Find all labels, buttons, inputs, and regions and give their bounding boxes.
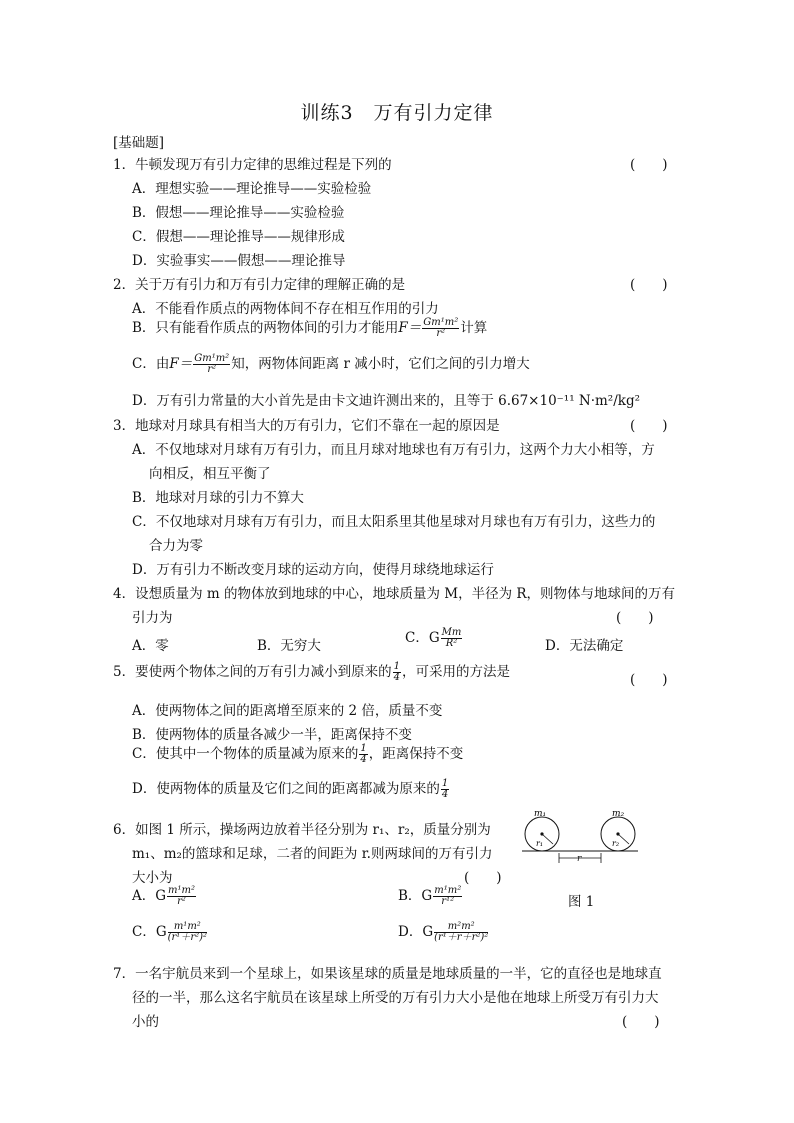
q2-c-suffix: 知，两物体间距离 r 减小时，它们之间的引力增大 <box>231 356 530 372</box>
q2-option-b <box>132 316 487 340</box>
q5-c-text: C．使其中一个物体的质量减为原来的 <box>132 746 359 762</box>
q6-c-fraction <box>168 922 207 944</box>
q2-c-fraction <box>193 354 230 376</box>
q3-option-a: A．不仅地球对月球有万有引力，而且月球对地球也有万有引力，这两个力大小相等，方 <box>132 442 655 458</box>
q5-d-text: D．使两物体的质量及它们之间的距离都减为原来的 <box>132 781 440 797</box>
q5-fraction <box>393 662 401 684</box>
two-balls-diagram <box>520 808 640 868</box>
fraction-numerator: Gm¹m² <box>194 352 230 364</box>
q6-option-d <box>398 920 489 944</box>
q2-option-d: D．万有引力常量的大小首先是由卡文迪许测出来的，且等于 6.67×10⁻¹¹ N·m²/kg² <box>132 393 641 409</box>
q3-option-c: C．不仅地球对月球有万有引力，而且太阳系里其他星球对月球也有万有引力，这些力的 <box>132 514 656 530</box>
q5-c-fraction <box>359 744 367 766</box>
q3-option-b: B．地球对月球的引力不算大 <box>132 490 304 506</box>
q5-d-fraction <box>441 779 449 801</box>
question-7-line3: 小的 <box>132 1014 159 1030</box>
label-m1: m₁ <box>534 809 547 819</box>
q5-text-suffix: ，可采用的方法是 <box>401 664 510 680</box>
fraction-denominator: r² <box>177 896 186 907</box>
answer-blank-6: ( ) <box>464 870 502 886</box>
q4-c-fraction <box>441 628 463 650</box>
fraction-denominator: R² <box>445 638 458 649</box>
q2-b-suffix: 计算 <box>460 320 488 336</box>
q6-a-fraction <box>167 886 196 908</box>
answer-blank-1: ( ) <box>630 157 668 173</box>
question-3: 3．地球对月球具有相当大的万有引力，它们不靠在一起的原因是 <box>113 418 500 434</box>
q6-option-b <box>398 884 463 908</box>
q3-option-a-cont: 向相反，相互平衡了 <box>149 466 271 482</box>
label-r: r <box>577 854 582 864</box>
question-6-line3: 大小为 <box>132 870 173 886</box>
q6-a-label: A．G <box>132 888 167 904</box>
figure-caption: 图 1 <box>568 894 595 910</box>
q3-option-d: D．万有引力不断改变月球的运动方向，使得月球绕地球运行 <box>132 562 494 578</box>
answer-blank-5: ( ) <box>630 672 668 688</box>
fraction-denominator: r¹² <box>441 896 455 907</box>
q5-option-a: A．使两物体之间的距离增至原来的 2 倍，质量不变 <box>132 703 443 719</box>
fraction-numerator: m²m² <box>434 922 488 934</box>
question-1: 1．牛顿发现万有引力定律的思维过程是下列的 <box>113 157 392 173</box>
fraction-denominator: 4 <box>360 754 367 765</box>
question-5 <box>113 660 510 684</box>
page-title: 训练3 万有引力定律 <box>300 102 494 124</box>
q2-b-formula: F＝ <box>398 320 422 336</box>
q5-c-suffix: ，距离保持不变 <box>368 746 464 762</box>
section-label: [基础题] <box>113 135 165 151</box>
question-2: 2．关于万有引力和万有引力定律的理解正确的是 <box>113 277 406 293</box>
question-6: 6．如图 1 所示，操场两边放着半径分别为 r₁、r₂，质量分别为 <box>113 822 491 838</box>
fraction-numerator: 1 <box>360 742 367 754</box>
fraction-numerator: 1 <box>393 660 400 672</box>
question-7: 7．一名宇航员来到一个星球上，如果该星球的质量是地球质量的一半，它的直径也是地球直 <box>113 966 662 982</box>
q1-option-b: B．假想——理论推导——实验检验 <box>132 205 345 221</box>
q3-option-c-cont: 合力为零 <box>149 538 203 554</box>
q2-c-formula: F＝ <box>169 356 193 372</box>
q4-option-b: B．无穷大 <box>257 638 321 654</box>
figure-1 <box>520 808 640 872</box>
question-7-line2: 径的一半，那么这名宇航员在该星球上所受的万有引力大小是他在地球上所受万有引力大 <box>132 990 659 1006</box>
q6-d-label: D．G <box>398 924 434 940</box>
radius-2 <box>618 834 629 844</box>
q2-option-a: A．不能看作质点的两物体间不存在相互作用的引力 <box>132 301 439 317</box>
fraction-numerator: 1 <box>441 777 449 789</box>
q4-option-a: A．零 <box>132 638 169 654</box>
fraction-denominator: r² <box>207 364 217 375</box>
q2-c-text: C．由 <box>132 356 170 372</box>
answer-blank-7: ( ) <box>622 1014 660 1030</box>
q2-b-text: B．只有能看作质点的两物体间的引力才能用 <box>132 320 399 336</box>
q1-option-c: C．假想——理论推导——规律形成 <box>132 229 345 245</box>
fraction-numerator: m¹m² <box>168 922 207 934</box>
q4-option-c <box>405 626 463 650</box>
question-4: 4．设想质量为 m 的物体放到地球的中心，地球质量为 M，半径为 R，则物体与地球间的万有 <box>113 586 676 602</box>
fraction-numerator: m¹m² <box>168 884 196 896</box>
q6-c-label: C．G <box>132 924 167 940</box>
radius-1 <box>542 834 553 844</box>
fraction-numerator: m¹m² <box>434 884 462 896</box>
label-r2: r₂ <box>612 839 620 848</box>
q5-option-d <box>132 777 450 801</box>
question-6-line2: m₁、m₂的篮球和足球，二者的间距为 r.则两球间的万有引力 <box>132 846 493 862</box>
q4-option-d: D．无法确定 <box>545 638 624 654</box>
q5-text: 5．要使两个物体之间的万有引力减小到原来的 <box>113 664 392 680</box>
q1-option-a: A．理想实验——理论推导——实验检验 <box>132 181 372 197</box>
fraction-denominator: r² <box>436 328 446 339</box>
fraction-denominator: (r¹＋r＋r²)² <box>434 932 489 943</box>
q2-option-c <box>132 352 530 376</box>
answer-blank-4: ( ) <box>616 610 654 626</box>
label-m2: m₂ <box>612 809 625 819</box>
fraction-denominator: (r¹＋r²)² <box>167 932 208 943</box>
q4-c-label: C．G <box>405 630 440 646</box>
q2-b-fraction <box>422 318 459 340</box>
q6-d-fraction <box>434 922 488 944</box>
q1-option-d: D．实验事实——假想——理论推导 <box>132 253 346 269</box>
fraction-denominator: 4 <box>393 672 400 683</box>
q5-option-c <box>132 742 463 766</box>
q5-option-b: B．使两物体的质量各减少一半，距离保持不变 <box>132 727 412 743</box>
answer-blank-2: ( ) <box>630 277 668 293</box>
fraction-denominator: 4 <box>441 789 449 800</box>
q6-b-label: B．G <box>398 888 433 904</box>
answer-blank-3: ( ) <box>630 418 668 434</box>
question-4-cont: 引力为 <box>132 610 173 626</box>
label-r1: r₁ <box>536 839 544 848</box>
fraction-numerator: Gm¹m² <box>423 316 459 328</box>
q6-b-fraction <box>433 886 462 908</box>
fraction-numerator: Mm <box>441 626 462 638</box>
q6-option-a <box>132 884 197 908</box>
q6-option-c <box>132 920 208 944</box>
